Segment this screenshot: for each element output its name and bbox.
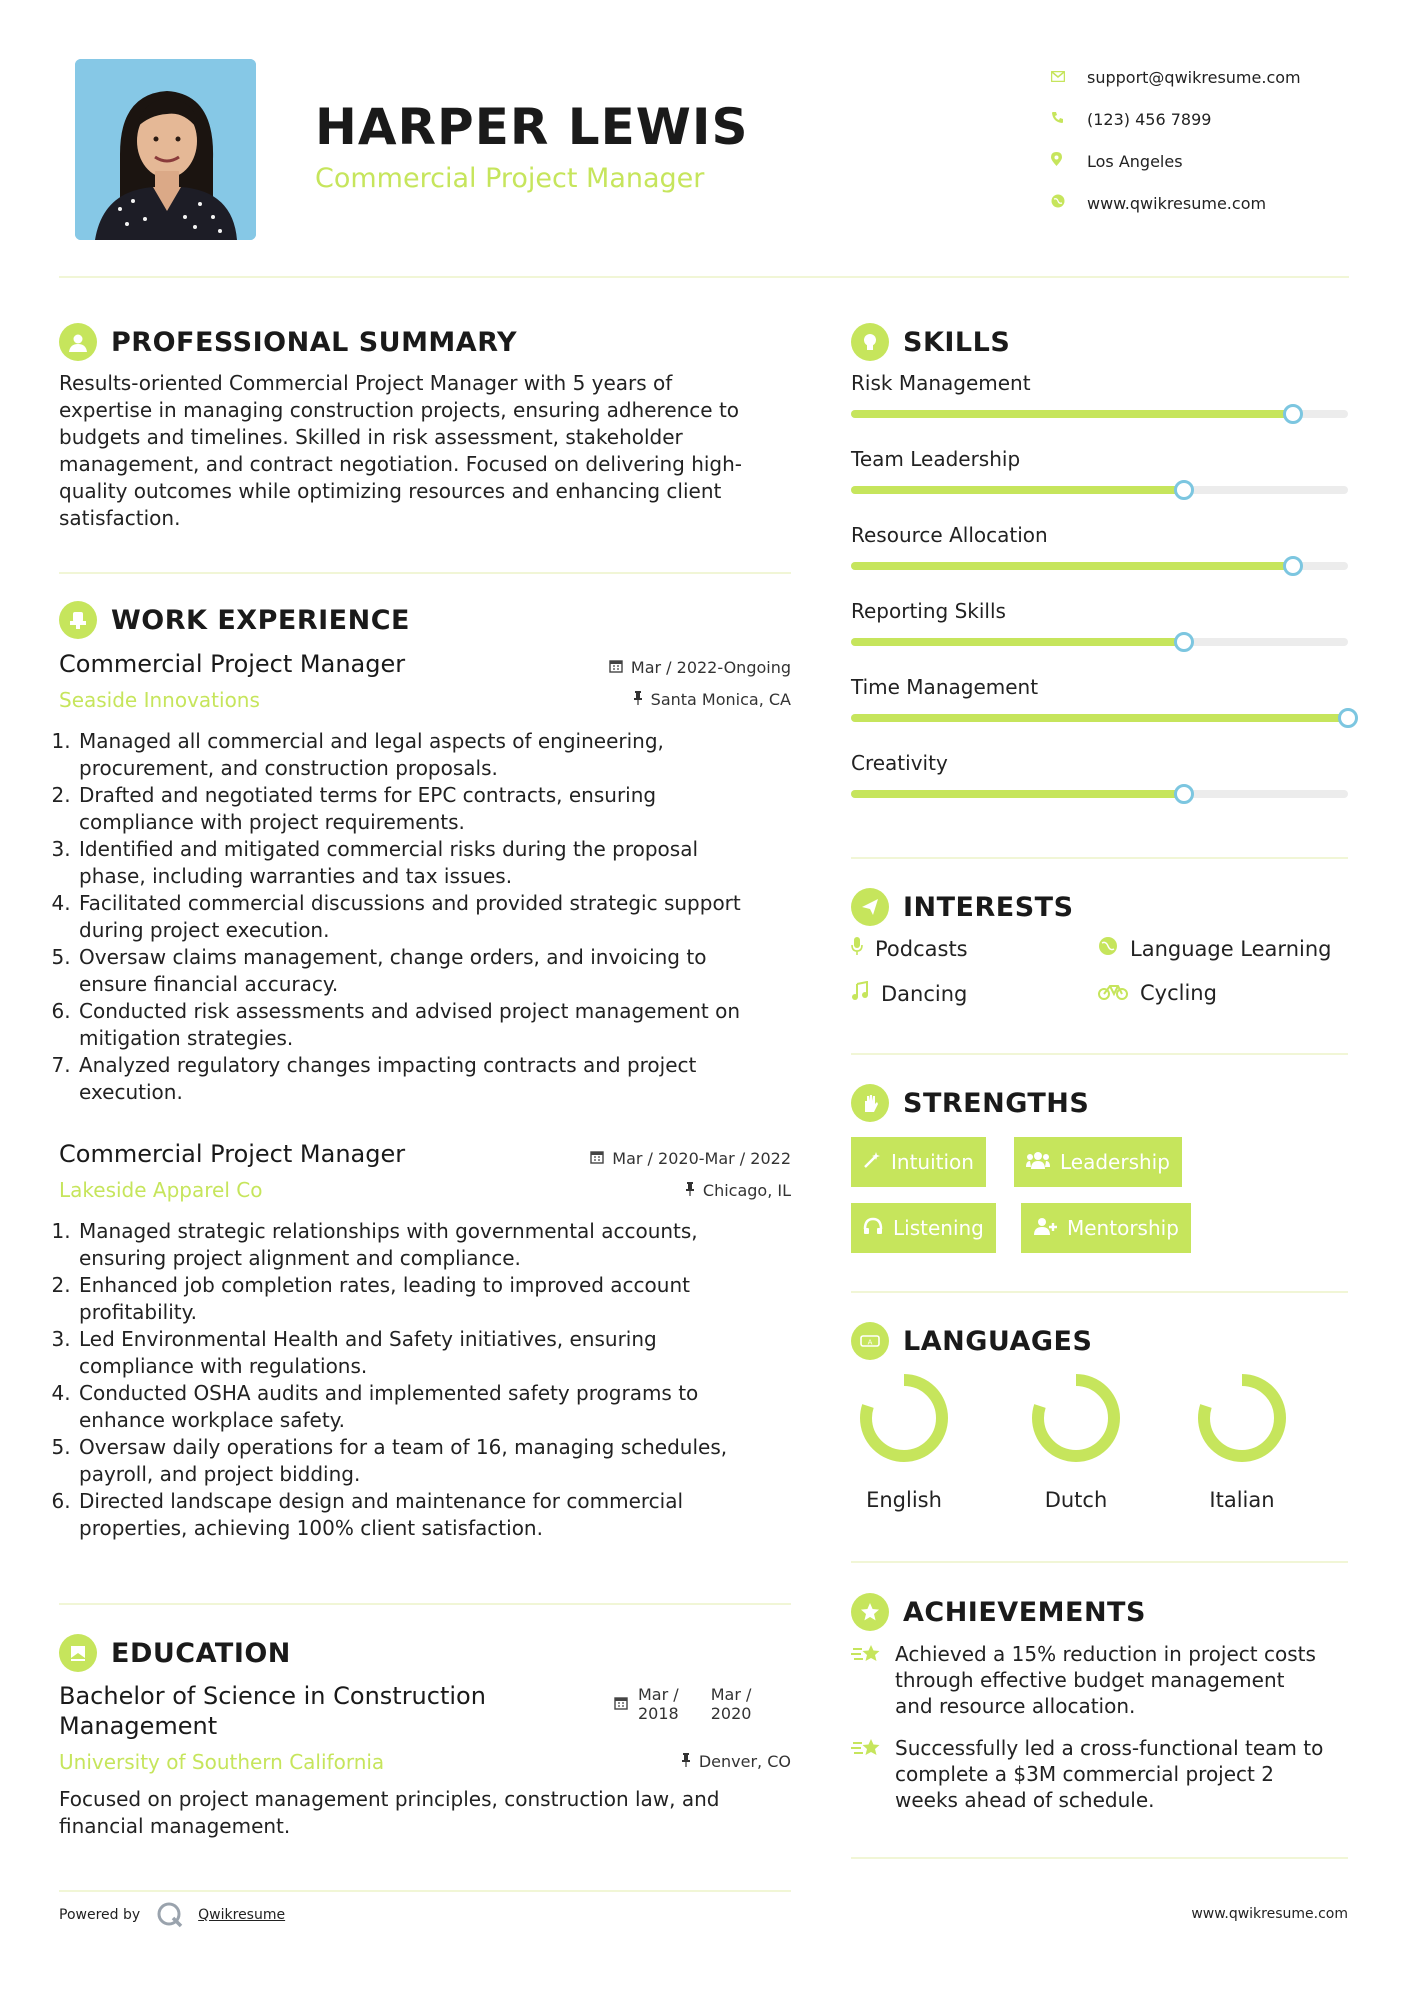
strength-label: Leadership — [1060, 1150, 1170, 1174]
hand-icon — [851, 1084, 889, 1122]
skill-level-knob — [1283, 404, 1303, 424]
language-ring — [856, 1370, 952, 1466]
skills-title: SKILLS — [903, 326, 1011, 358]
language-level-arc — [866, 1380, 942, 1456]
job-location — [500, 690, 791, 709]
strength-chip — [1021, 1203, 1191, 1253]
user-plus-icon — [1033, 1217, 1057, 1240]
list-item: 5. Oversaw claims management, change orders, and invoicing to ensure financial accuracy. — [77, 944, 799, 998]
interests-divider — [851, 1053, 1348, 1055]
education-desc-line: Focused on project management principles, construction law, and — [59, 1787, 720, 1811]
lightbulb-icon — [851, 323, 889, 361]
list-item: 4. Conducted OSHA audits and implemented safety programs to enhance workplace safety. — [77, 1380, 799, 1434]
achievement-text — [895, 1641, 1316, 1719]
strengths-divider — [851, 1291, 1348, 1293]
skills-header — [851, 323, 1010, 361]
start-month: Mar / — [638, 1685, 679, 1704]
summary-title: PROFESSIONAL SUMMARY — [111, 326, 518, 358]
language-item — [1172, 1370, 1312, 1512]
list-item: 5. Oversaw daily operations for a team of 16, managing schedules, payroll, and project bidding. — [77, 1434, 799, 1488]
interest-label: Language Learning — [1130, 936, 1332, 961]
pushpin-icon — [685, 1182, 695, 1200]
brand-link[interactable]: Qwikresume — [198, 1907, 286, 1923]
skill-name: Creativity — [851, 751, 948, 775]
candidate-role: Commercial Project Manager — [315, 163, 705, 194]
users-icon — [1026, 1151, 1050, 1174]
strength-label: Listening — [893, 1216, 984, 1240]
skill-name: Time Management — [851, 675, 1039, 699]
interest-item — [1098, 936, 1331, 961]
list-item: 6. Conducted risk assessments and advised project management on mitigation strategies. — [77, 998, 799, 1052]
achievement-text — [895, 1735, 1323, 1813]
language-level-arc — [1038, 1380, 1114, 1456]
globe-icon — [1098, 936, 1118, 961]
degree-line: Bachelor of Science in Construction — [59, 1682, 486, 1710]
language-label: English — [866, 1488, 942, 1512]
job-duties — [59, 1218, 799, 1542]
magic-wand-icon — [863, 1151, 881, 1174]
education-header — [59, 1634, 291, 1672]
interests-title: INTERESTS — [903, 891, 1074, 923]
summary-line: Results-oriented Commercial Project Manager with 5 years of — [59, 371, 673, 395]
job-dates-text: Mar / 2020-Mar / 2022 — [612, 1149, 791, 1168]
graduation-icon — [59, 1634, 97, 1672]
contact-list — [1051, 56, 1301, 224]
skill-name: Resource Allocation — [851, 523, 1048, 547]
experience-title: WORK EXPERIENCE — [111, 604, 410, 636]
language-label: Italian — [1209, 1488, 1275, 1512]
qwikresume-logo-icon — [156, 1901, 184, 1929]
achievements-header — [851, 1593, 1146, 1631]
skill-track — [851, 638, 1348, 646]
education-desc-line: financial management. — [59, 1814, 291, 1838]
summary-line: quality outcomes while optimizing resources and enhancing client — [59, 479, 722, 503]
interest-label: Podcasts — [875, 936, 968, 961]
language-item — [834, 1370, 974, 1512]
contact-phone[interactable] — [1051, 98, 1301, 140]
achievement-line: through effective budget management — [895, 1668, 1285, 1692]
list-item: 1. Managed strategic relationships with governmental accounts, ensuring project alignment and compliance. — [77, 1218, 799, 1272]
achievement-line: Achieved a 15% reduction in project costs — [895, 1642, 1316, 1666]
start-year: 2018 — [638, 1704, 679, 1723]
list-item: 4. Facilitated commercial discussions and provided strategic support during project execution. — [77, 890, 799, 944]
shooting-star-icon — [851, 1735, 895, 1813]
skill-fill — [851, 562, 1293, 570]
strength-chip — [851, 1137, 986, 1187]
education-location — [500, 1752, 791, 1771]
skill-track — [851, 486, 1348, 494]
contact-location-text: Los Angeles — [1087, 151, 1183, 171]
skill-track — [851, 410, 1348, 418]
job-location — [500, 1181, 791, 1200]
summary-line: satisfaction. — [59, 506, 181, 530]
skill-item — [851, 523, 1348, 570]
job-title: Commercial Project Manager — [59, 1140, 406, 1168]
skill-name: Reporting Skills — [851, 599, 1006, 623]
calendar-icon — [590, 1150, 604, 1168]
calendar-icon — [609, 659, 623, 677]
summary-line: management, and contract negotiation. Focused on delivering high- — [59, 452, 743, 476]
strengths-title: STRENGTHS — [903, 1087, 1090, 1119]
contact-location — [1051, 140, 1301, 182]
contact-email[interactable] — [1051, 56, 1301, 98]
skill-fill — [851, 714, 1348, 722]
skill-item — [851, 447, 1348, 494]
achievement-item — [851, 1735, 1351, 1813]
school-name: University of Southern California — [59, 1750, 385, 1774]
skill-fill — [851, 790, 1184, 798]
contact-website[interactable] — [1051, 182, 1301, 224]
job-location-text: Chicago, IL — [702, 1181, 791, 1200]
footer-url[interactable]: www.qwikresume.com — [1191, 1906, 1348, 1922]
education-dates — [614, 1685, 751, 1723]
list-item: 1. Managed all commercial and legal aspects of engineering, procurement, and construction proposals. — [77, 728, 799, 782]
interest-label: Cycling — [1140, 981, 1217, 1005]
paper-plane-icon — [851, 888, 889, 926]
music-note-icon — [851, 981, 869, 1006]
list-item: 6. Directed landscape design and maintenance for commercial properties, achieving 100% client satisfaction. — [77, 1488, 799, 1542]
language-item — [1006, 1370, 1146, 1512]
briefcase-icon — [59, 601, 97, 639]
skill-name: Risk Management — [851, 371, 1031, 395]
job-dates — [500, 658, 791, 677]
globe-icon — [1051, 194, 1087, 212]
skill-level-knob — [1338, 708, 1358, 728]
company-name: Seaside Innovations — [59, 688, 260, 712]
languages-divider — [851, 1561, 1348, 1563]
footer-powered-by — [59, 1901, 285, 1929]
interests-header — [851, 888, 1074, 926]
education-divider — [59, 1890, 791, 1892]
summary-line: expertise in managing construction projects, ensuring adherence to — [59, 398, 740, 422]
profile-photo — [75, 59, 256, 240]
language-level-arc — [1204, 1380, 1280, 1456]
summary-line: budgets and timelines. Skilled in risk assessment, stakeholder — [59, 425, 683, 449]
job-duties — [59, 728, 799, 1106]
bicycle-icon — [1098, 981, 1128, 1005]
interest-item — [851, 936, 968, 961]
list-item: 2. Drafted and negotiated terms for EPC contracts, ensuring compliance with project requirements. — [77, 782, 799, 836]
skill-track — [851, 790, 1348, 798]
location-pin-icon — [1051, 152, 1087, 170]
job-dates-text: Mar / 2022-Ongoing — [630, 658, 791, 677]
education-location-text: Denver, CO — [698, 1752, 791, 1771]
interest-item — [1098, 981, 1217, 1005]
list-item: 2. Enhanced job completion rates, leading to improved account profitability. — [77, 1272, 799, 1326]
contact-website-text: www.qwikresume.com — [1087, 193, 1267, 213]
skill-level-knob — [1283, 556, 1303, 576]
achievement-line: and resource allocation. — [895, 1694, 1136, 1718]
strengths-header — [851, 1084, 1089, 1122]
list-item: 3. Identified and mitigated commercial risks during the proposal phase, including warranties and tax issues. — [77, 836, 799, 890]
pushpin-icon — [633, 691, 643, 709]
skills-divider — [851, 857, 1348, 859]
achievement-item — [851, 1641, 1351, 1719]
strength-chip — [851, 1203, 996, 1253]
summary-divider — [59, 572, 791, 574]
skill-item — [851, 751, 1348, 798]
pushpin-icon — [681, 1753, 691, 1771]
experience-divider — [59, 1603, 791, 1605]
header-divider — [59, 276, 1349, 278]
calendar-icon — [614, 1695, 628, 1723]
skill-name: Team Leadership — [851, 447, 1021, 471]
languages-title: LANGUAGES — [903, 1325, 1093, 1357]
list-item: 7. Analyzed regulatory changes impacting contracts and project execution. — [77, 1052, 799, 1106]
skill-track — [851, 714, 1348, 722]
contact-email-text: support@qwikresume.com — [1087, 67, 1301, 87]
strength-chip — [1014, 1137, 1182, 1187]
translate-icon — [851, 1322, 889, 1360]
achievement-line: Successfully led a cross-functional team to — [895, 1736, 1324, 1760]
interest-item — [851, 981, 967, 1006]
interest-label: Dancing — [881, 981, 968, 1006]
language-ring — [1028, 1370, 1124, 1466]
achievements-divider — [851, 1857, 1348, 1859]
strength-label: Intuition — [891, 1150, 974, 1174]
phone-icon — [1051, 110, 1087, 128]
powered-by-label: Powered by — [59, 1907, 141, 1923]
microphone-icon — [851, 936, 863, 961]
svg-text:A: A — [867, 1338, 873, 1347]
job-title: Commercial Project Manager — [59, 650, 406, 678]
skill-item — [851, 371, 1348, 418]
skill-level-knob — [1174, 632, 1194, 652]
summary-header — [59, 323, 517, 361]
degree-line: Management — [59, 1712, 218, 1740]
language-label: Dutch — [1044, 1488, 1108, 1512]
mail-icon — [1051, 68, 1087, 86]
company-name: Lakeside Apparel Co — [59, 1178, 263, 1202]
strength-label: Mentorship — [1067, 1216, 1179, 1240]
skill-level-knob — [1174, 784, 1194, 804]
language-ring — [1194, 1370, 1290, 1466]
end-month: Mar / — [710, 1685, 752, 1704]
achievements-title: ACHIEVEMENTS — [903, 1596, 1146, 1628]
skill-track — [851, 562, 1348, 570]
education-description — [59, 1786, 799, 1840]
end-date — [711, 1685, 752, 1723]
languages-header — [851, 1322, 1092, 1360]
skill-item — [851, 675, 1348, 722]
user-icon — [59, 323, 97, 361]
summary-text — [59, 370, 799, 532]
skill-fill — [851, 410, 1293, 418]
headphones-icon — [863, 1217, 883, 1240]
star-badge-icon — [851, 1593, 889, 1631]
skill-fill — [851, 486, 1184, 494]
list-item: 3. Led Environmental Health and Safety initiatives, ensuring compliance with regulations. — [77, 1326, 799, 1380]
skill-fill — [851, 638, 1184, 646]
skill-item — [851, 599, 1348, 646]
degree-title — [59, 1681, 486, 1741]
shooting-star-icon — [851, 1641, 895, 1719]
experience-header — [59, 601, 410, 639]
start-date — [638, 1685, 679, 1723]
candidate-name: HARPER LEWIS — [315, 98, 749, 156]
education-title: EDUCATION — [111, 1637, 291, 1669]
job-location-text: Santa Monica, CA — [650, 690, 791, 709]
achievement-line: weeks ahead of schedule. — [895, 1788, 1155, 1812]
end-year: 2020 — [710, 1704, 752, 1723]
achievement-line: complete a $3M commercial project 2 — [895, 1762, 1274, 1786]
job-dates — [480, 1149, 791, 1168]
skill-level-knob — [1174, 480, 1194, 500]
contact-phone-text: (123) 456 7899 — [1087, 109, 1212, 129]
